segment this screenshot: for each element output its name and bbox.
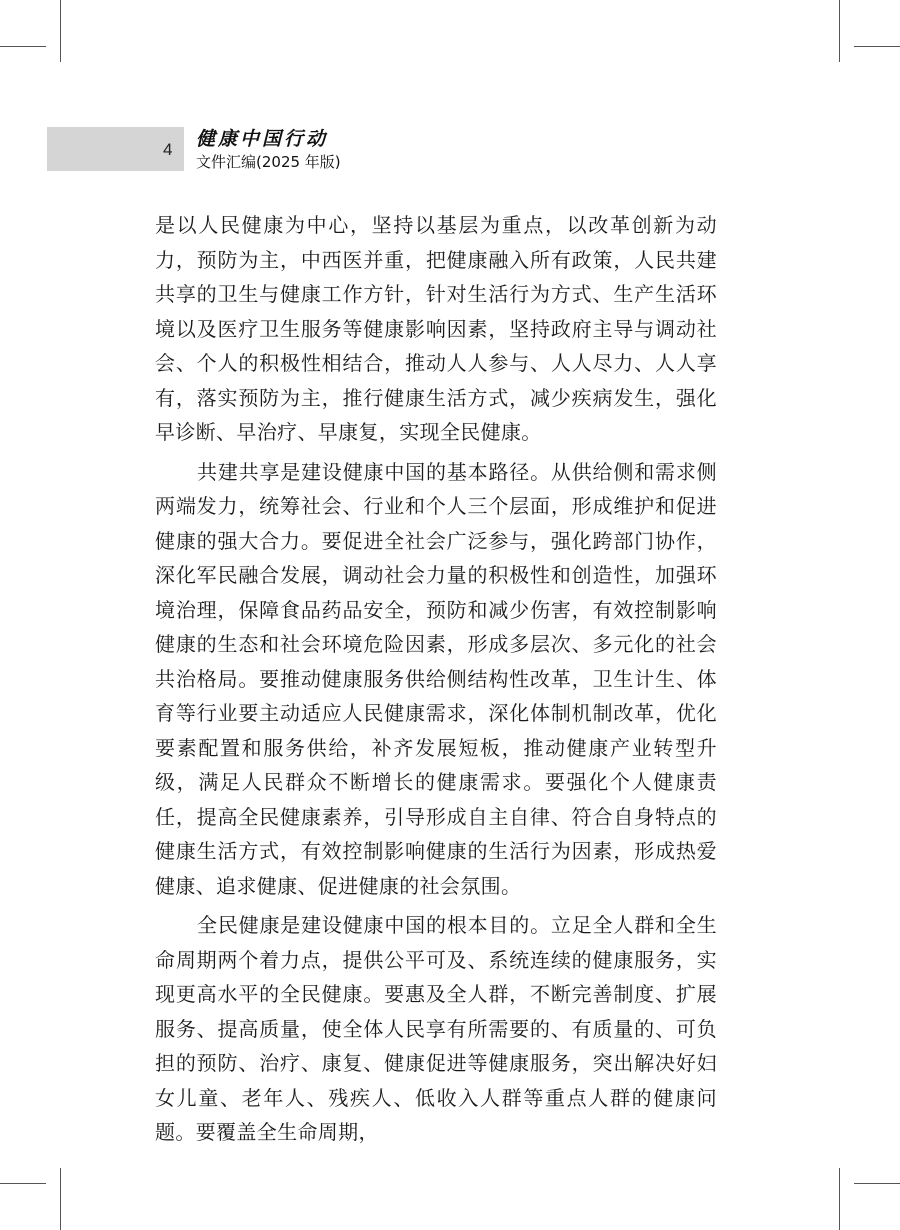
crop-mark-top-left-h (0, 46, 46, 47)
paragraph-1: 是以人民健康为中心，坚持以基层为重点，以改革创新为动力，预防为主，中西医并重，把健康融入所有政策，人民共建共享的卫生与健康工作方针，针对生活行为方式、生产生活环境以及医疗卫生服务等健康影响因素，坚持政府主导与调动社会、个人的积极性相结合，推动人人参与、人人尽力、人人享有，落实预防为主，推行健康生活方式，减少疾病发生，强化早诊断、早治疗、早康复，实现全民健康。 (155, 213, 717, 444)
crop-mark-bottom-right-v (839, 1168, 840, 1230)
running-header-title: 健康中国行动 (196, 128, 329, 150)
crop-mark-top-right-h (854, 46, 900, 47)
page-number: 4 (163, 140, 173, 159)
crop-mark-top-right-v (839, 0, 840, 62)
crop-mark-bottom-right-h (854, 1183, 900, 1184)
running-header-subtitle: 文件汇编(2025 年版) (196, 153, 341, 171)
paragraph-3: 全民健康是建设健康中国的根本目的。立足全人群和全生命周期两个着力点，提供公平可及、系统连续的健康服务，实现更高水平的全民健康。要惠及全人群，不断完善制度、扩展服务、提高质量，使全体人民享有所需要的、有质量的、可负担的预防、治疗、康复、健康促进等健康服务，突出解决好妇女儿童、老年人、残疾人、低收入人群等重点人群的健康问题。要覆盖全生命周期， (155, 913, 717, 1144)
crop-mark-bottom-left-v (60, 1168, 61, 1230)
body-text (155, 208, 717, 1150)
crop-mark-top-left-v (60, 0, 61, 62)
crop-mark-bottom-left-h (0, 1183, 46, 1184)
paragraph-2: 共建共享是建设健康中国的基本路径。从供给侧和需求侧两端发力，统筹社会、行业和个人三个层面，形成维护和促进健康的强大合力。要促进全社会广泛参与，强化跨部门协作，深化军民融合发展，调动社会力量的积极性和创造性，加强环境治理，保障食品药品安全，预防和减少伤害，有效控制影响健康的生态和社会环境危险因素，形成多层次、多元化的社会共治格局。要推动健康服务供给侧结构性改革，卫生计生、体育等行业要主动适应人民健康需求，深化体制机制改革，优化要素配置和服务供给，补齐发展短板，推动健康产业转型升级，满足人民群众不断增长的健康需求。要强化个人健康责任，提高全民健康素养，引导形成自主自律、符合自身特点的健康生活方式，有效控制影响健康的生活行为因素，形成热爱健康、追求健康、促进健康的社会氛围。 (155, 459, 717, 898)
